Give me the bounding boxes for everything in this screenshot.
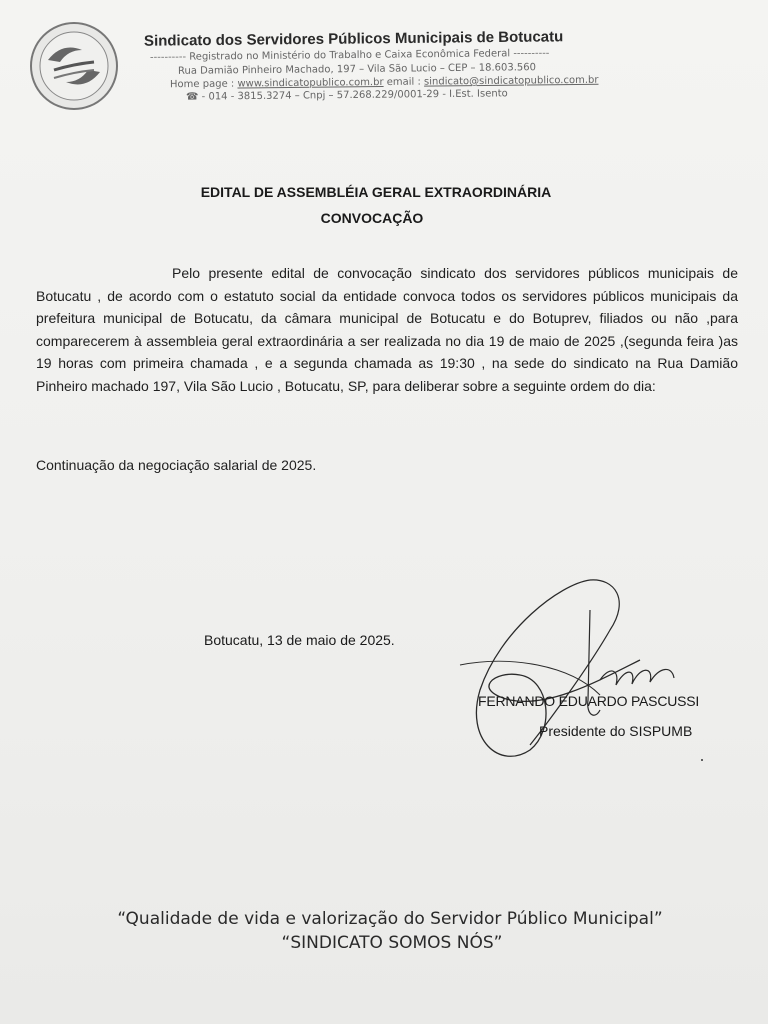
- union-logo-icon: [28, 20, 120, 112]
- agenda-item: Continuação da negociação salarial de 2025.: [36, 457, 317, 473]
- homepage-link[interactable]: www.sindicatopublico.com.br: [237, 77, 384, 90]
- signer-name: FERNANDO EDUARDO PASCUSSI: [478, 693, 700, 709]
- motto-line-2: “SINDICATO SOMOS NÓS”: [281, 933, 503, 953]
- document-subtitle: CONVOCAÇÃO: [320, 210, 424, 226]
- email-link[interactable]: sindicato@sindicatopublico.com.br: [423, 74, 599, 88]
- address-line: Rua Damião Pinheiro Machado, 197 – Vila São Lucio – CEP – 18.603.560: [177, 62, 537, 77]
- org-name: Sindicato dos Servidores Públicos Municipais de Botucatu: [143, 28, 564, 50]
- stray-mark: [701, 759, 703, 761]
- document-date: Botucatu, 13 de maio de 2025.: [204, 632, 395, 648]
- homepage-label: Home page :: [169, 78, 238, 91]
- registration-line: ---------- Registrado no Ministério do Trabalho e Caixa Econômica Federal ----------: [149, 47, 550, 64]
- document-title: EDITAL DE ASSEMBLÉIA GERAL EXTRAORDINÁRIA: [200, 184, 552, 200]
- web-line: [170, 75, 599, 90]
- email-label: email :: [383, 76, 425, 89]
- signature-icon: [440, 570, 700, 790]
- body-paragraph: Pelo presente edital de convocação sindicato dos servidores públicos municipais de Botucatu , de acordo com o estatuto social da entidade convoca todos os servidores públicos municipais da prefeitura municipal de Botucatu, da câmara municipal de Botucatu e do Botuprev, filiados ou não ,para comparecerem à assembleia geral extraordinária a ser realizada no dia 19 de maio de 2025 ,(segunda feira )as 19 horas com primeira chamada , e a segunda chamada as 19:30 , na sede do sindicato na Rua Damião Pinheiro machado 197, Vila São Lucio , Botucatu, SP, para deliberar sobre a seguinte ordem do dia:: [36, 265, 738, 394]
- contact-line: ☎ - 014 - 3815.3274 – Cnpj – 57.268.229/0001-29 - I.Est. Isento: [185, 88, 508, 103]
- signer-role: Presidente do SISPUMB: [539, 723, 693, 739]
- motto-line-1: “Qualidade de vida e valorização do Servidor Público Municipal”: [117, 909, 663, 929]
